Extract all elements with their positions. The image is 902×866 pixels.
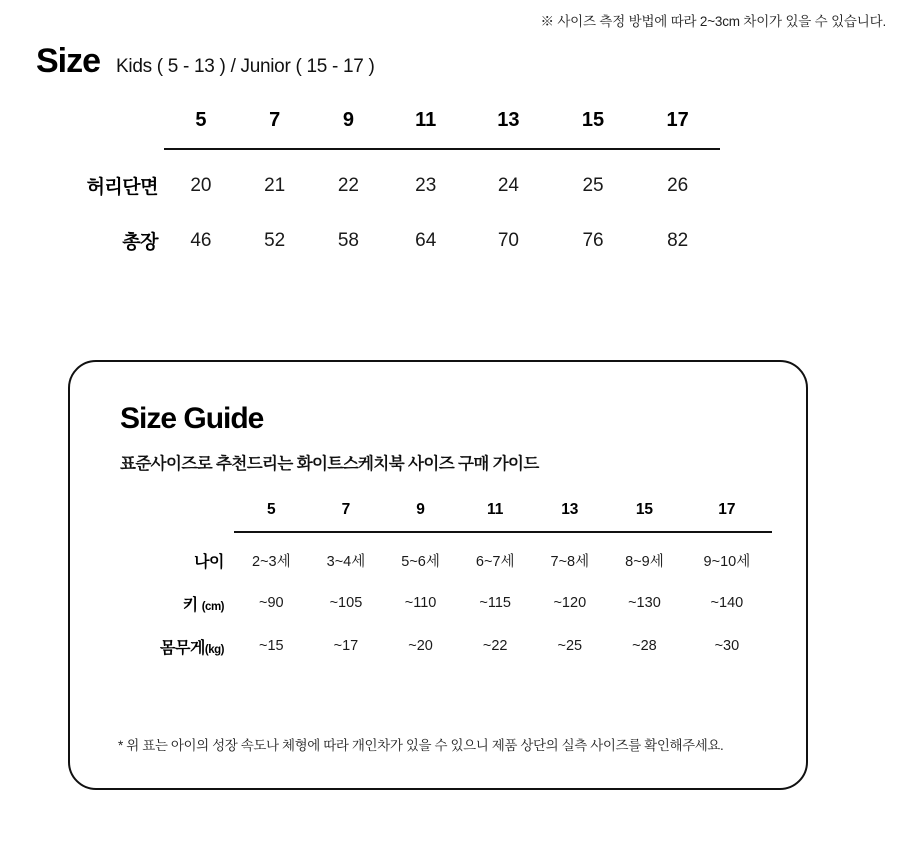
guide-cell: ~25 <box>557 638 583 654</box>
measurement-cell: 82 <box>667 229 689 251</box>
measurement-row-label: 총장 <box>122 232 158 253</box>
measurement-col-header: 15 <box>581 109 605 131</box>
measurement-cell: 21 <box>264 174 286 196</box>
guide-cell: ~30 <box>714 638 740 654</box>
guide-cell: 8~9세 <box>625 553 664 570</box>
list-item <box>112 625 772 668</box>
guide-row-unit: (kg) <box>204 643 224 656</box>
measurement-cell: 26 <box>667 174 689 196</box>
guide-cell: 9~10세 <box>703 553 751 570</box>
size-header <box>36 42 375 81</box>
guide-header-row <box>112 500 772 531</box>
guide-cell: ~120 <box>553 595 587 611</box>
guide-col-header: 15 <box>635 501 654 518</box>
measurement-cell: 64 <box>415 229 437 251</box>
guide-cell: 5~6세 <box>401 553 440 570</box>
size-guide-footnote: * 위 표는 아이의 성장 속도나 체형에 따라 개인차가 있을 수 있으니 제품 상단의 실측 사이즈를 확인해주세요. <box>118 738 724 753</box>
measurement-col-header: 11 <box>415 109 437 131</box>
guide-row-label <box>112 582 234 625</box>
measurement-table <box>40 108 720 268</box>
guide-row-unit: (cm) <box>201 600 224 613</box>
guide-col-header: 5 <box>267 501 276 518</box>
guide-col-header: 17 <box>718 501 736 518</box>
table-row <box>40 150 720 213</box>
guide-cell: ~110 <box>404 595 437 611</box>
measurement-cell: 76 <box>582 229 604 251</box>
guide-cell: 6~7세 <box>475 553 515 570</box>
guide-cell: ~130 <box>628 595 661 611</box>
page-subtitle: Kids ( 5 - 13 ) / Junior ( 15 - 17 ) <box>116 56 375 77</box>
guide-cell: 7~8세 <box>550 553 590 570</box>
guide-row-label-text: 몸무게 <box>160 639 205 657</box>
guide-cell: ~90 <box>259 595 284 611</box>
guide-col-header: 7 <box>341 501 351 518</box>
measurement-cell: 24 <box>497 174 519 196</box>
measurement-cell: 52 <box>264 229 286 251</box>
measurement-cell: 70 <box>497 229 519 251</box>
size-guide-table <box>112 500 772 668</box>
guide-row-label <box>112 533 234 582</box>
measurement-corner-cell <box>40 108 164 148</box>
guide-cell: ~105 <box>329 595 363 611</box>
measurement-row-label: 허리단면 <box>86 177 158 198</box>
measurement-cell: 46 <box>190 229 212 251</box>
guide-row-label-text: 나이 <box>194 553 224 571</box>
guide-cell: ~17 <box>333 638 359 654</box>
table-row <box>40 213 720 268</box>
guide-col-header: 11 <box>486 501 504 518</box>
guide-cell: ~22 <box>482 638 508 654</box>
guide-row-label <box>112 625 234 668</box>
list-item <box>112 582 772 625</box>
measurement-cell: 25 <box>582 174 604 196</box>
measurement-col-header: 17 <box>666 109 689 131</box>
guide-col-header: 9 <box>416 501 425 518</box>
size-guide-card <box>68 360 808 790</box>
table-header-row <box>40 108 720 148</box>
measurement-disclaimer: ※ 사이즈 측정 방법에 따라 2~3cm 차이가 있을 수 있습니다. <box>540 14 886 29</box>
guide-cell: ~115 <box>479 595 511 611</box>
list-item <box>112 533 772 582</box>
size-guide-title: Size Guide <box>120 402 264 435</box>
page-title: Size <box>36 42 101 80</box>
guide-row-label-text: 키 <box>182 596 198 614</box>
guide-col-header: 13 <box>561 501 579 518</box>
measurement-col-header: 7 <box>269 109 281 131</box>
measurement-cell: 23 <box>415 174 437 196</box>
measurement-col-header: 5 <box>195 109 207 131</box>
measurement-col-header: 9 <box>342 109 354 131</box>
guide-cell: ~140 <box>710 595 744 611</box>
guide-corner-cell <box>112 500 234 531</box>
guide-cell: ~28 <box>632 638 657 654</box>
measurement-col-header: 13 <box>497 109 520 131</box>
guide-cell: ~15 <box>259 638 284 654</box>
measurement-cell: 20 <box>190 174 212 196</box>
size-guide-subtitle: 표준사이즈로 추천드리는 화이트스케치북 사이즈 구매 가이드 <box>120 455 539 473</box>
measurement-cell: 58 <box>337 229 359 251</box>
measurement-cell: 22 <box>337 174 359 196</box>
guide-cell: 3~4세 <box>326 553 366 570</box>
guide-cell: ~20 <box>408 638 433 654</box>
guide-cell: 2~3세 <box>252 553 291 570</box>
